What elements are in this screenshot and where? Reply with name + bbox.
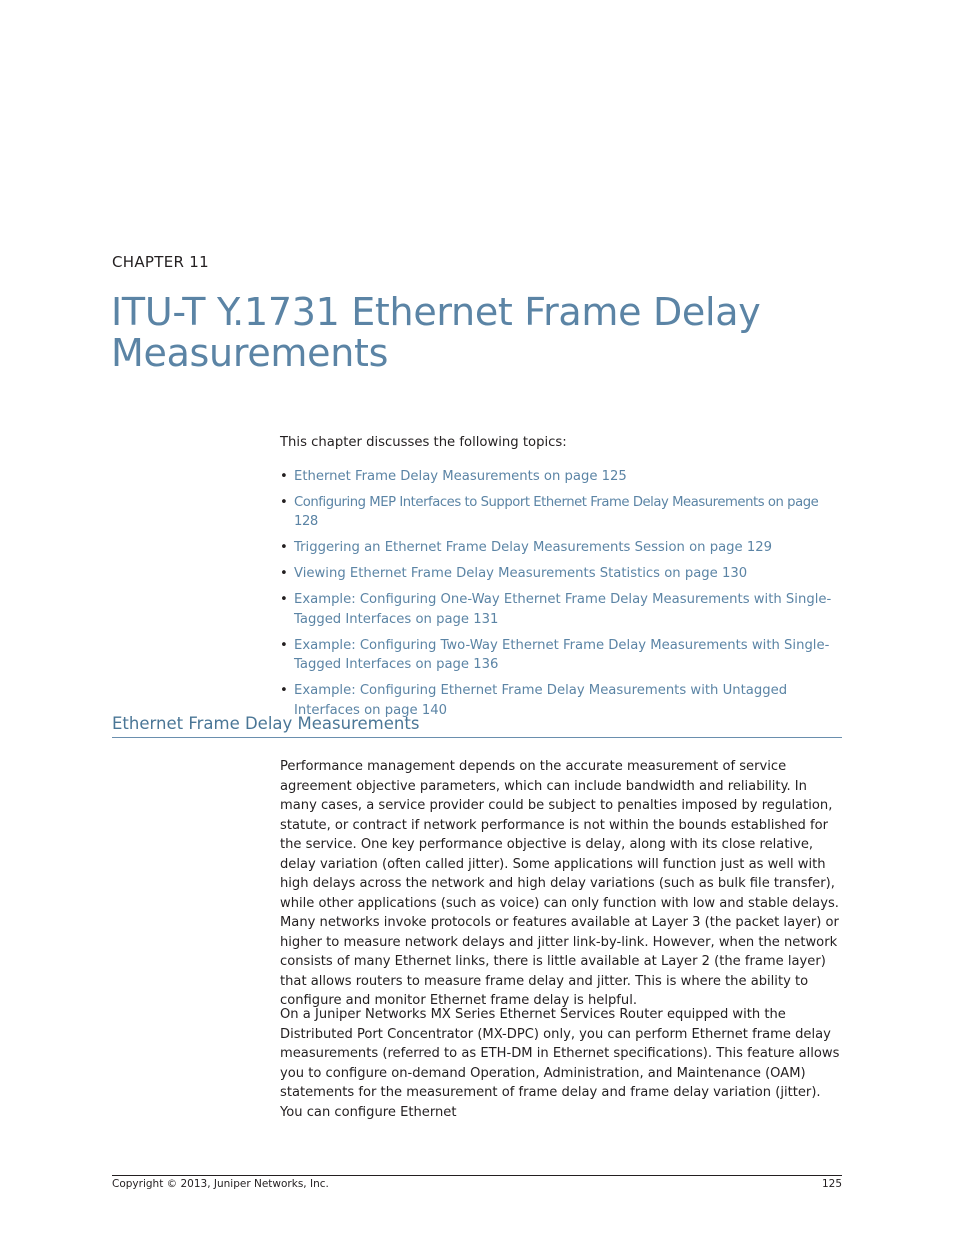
list-item (280, 493, 845, 532)
body-paragraph: On a Juniper Networks MX Series Ethernet Services Router equipped with the Distributed Port Concentrator (MX-DPC) only, you can perform Ethernet frame delay measurements (referred to as ETH-DM in Ethernet specifications). This feature allows you to configure on-demand Operation, Administration, and Maintenance (OAM) statements for the measurement of frame delay and frame delay variation (jitter). You can configure Ethernet (280, 1007, 840, 1120)
footer-page-number: 125 (821, 1178, 842, 1190)
list-item (280, 636, 845, 675)
list-item (280, 467, 845, 487)
list-item (280, 538, 845, 558)
bullet-icon: • (280, 494, 288, 510)
list-item (280, 564, 845, 584)
body-paragraph: Performance management depends on the accurate measurement of service agreement objective parameters, which can include bandwidth and reliability. In many cases, a service provider could be subject to penalties imposed by regulation, statute, or contract if network performance is not within the bounds established for the service. One key performance objective is delay, along with its close relative, delay variation (often called jitter). Some applications will function just as well with high delays across the network and high delay variations (such as bulk file transfer), while other applications (such as voice) can only function with low and stable delays. Many networks invoke protocols or features available at Layer 3 (the packet layer) or higher to measure network delays and jitter link-by-link. However, when the network consists of many Ethernet links, there is little available at Layer 2 (the frame layer) that allows routers to measure frame delay and jitter. This is where the ability to configure and monitor Ethernet frame delay is helpful. (280, 759, 839, 1008)
topic-link-viewing-statistics[interactable]: Viewing Ethernet Frame Delay Measurements Statistics on page 130 (294, 566, 748, 582)
bullet-icon: • (280, 592, 288, 608)
list-item (280, 590, 845, 629)
bullet-icon: • (280, 683, 288, 699)
chapter-title: ITU-T Y.1731 Ethernet Frame Delay Measurements (111, 290, 761, 375)
footer-divider (112, 1175, 842, 1176)
topic-link-frame-delay-measurements[interactable]: Ethernet Frame Delay Measurements on page 125 (294, 469, 627, 484)
intro-text: This chapter discusses the following topics: (280, 435, 567, 450)
chapter-label: CHAPTER 11 (112, 253, 209, 271)
topic-link-example-untagged[interactable]: Example: Configuring Ethernet Frame Delay Measurements with Untagged Interfaces on page 140 (294, 683, 788, 718)
bullet-icon: • (280, 469, 288, 484)
bullet-icon: • (280, 637, 288, 653)
topic-list (280, 467, 845, 727)
footer-copyright: Copyright © 2013, Juniper Networks, Inc. (112, 1178, 329, 1190)
topic-link-example-one-way[interactable]: Example: Configuring One-Way Ethernet Frame Delay Measurements with Single-Tagged Interfaces on page 131 (294, 592, 832, 627)
topic-link-configuring-mep-interfaces[interactable]: Configuring MEP Interfaces to Support Ethernet Frame Delay Measurements on page 128 (294, 494, 819, 530)
section-heading: Ethernet Frame Delay Measurements (112, 713, 842, 738)
bullet-icon: • (280, 566, 288, 582)
topic-link-triggering-session[interactable]: Triggering an Ethernet Frame Delay Measurements Session on page 129 (294, 540, 773, 556)
bullet-icon: • (280, 540, 288, 556)
topic-link-example-two-way[interactable]: Example: Configuring Two-Way Ethernet Frame Delay Measurements with Single-Tagged Interfaces on page 136 (294, 637, 830, 673)
